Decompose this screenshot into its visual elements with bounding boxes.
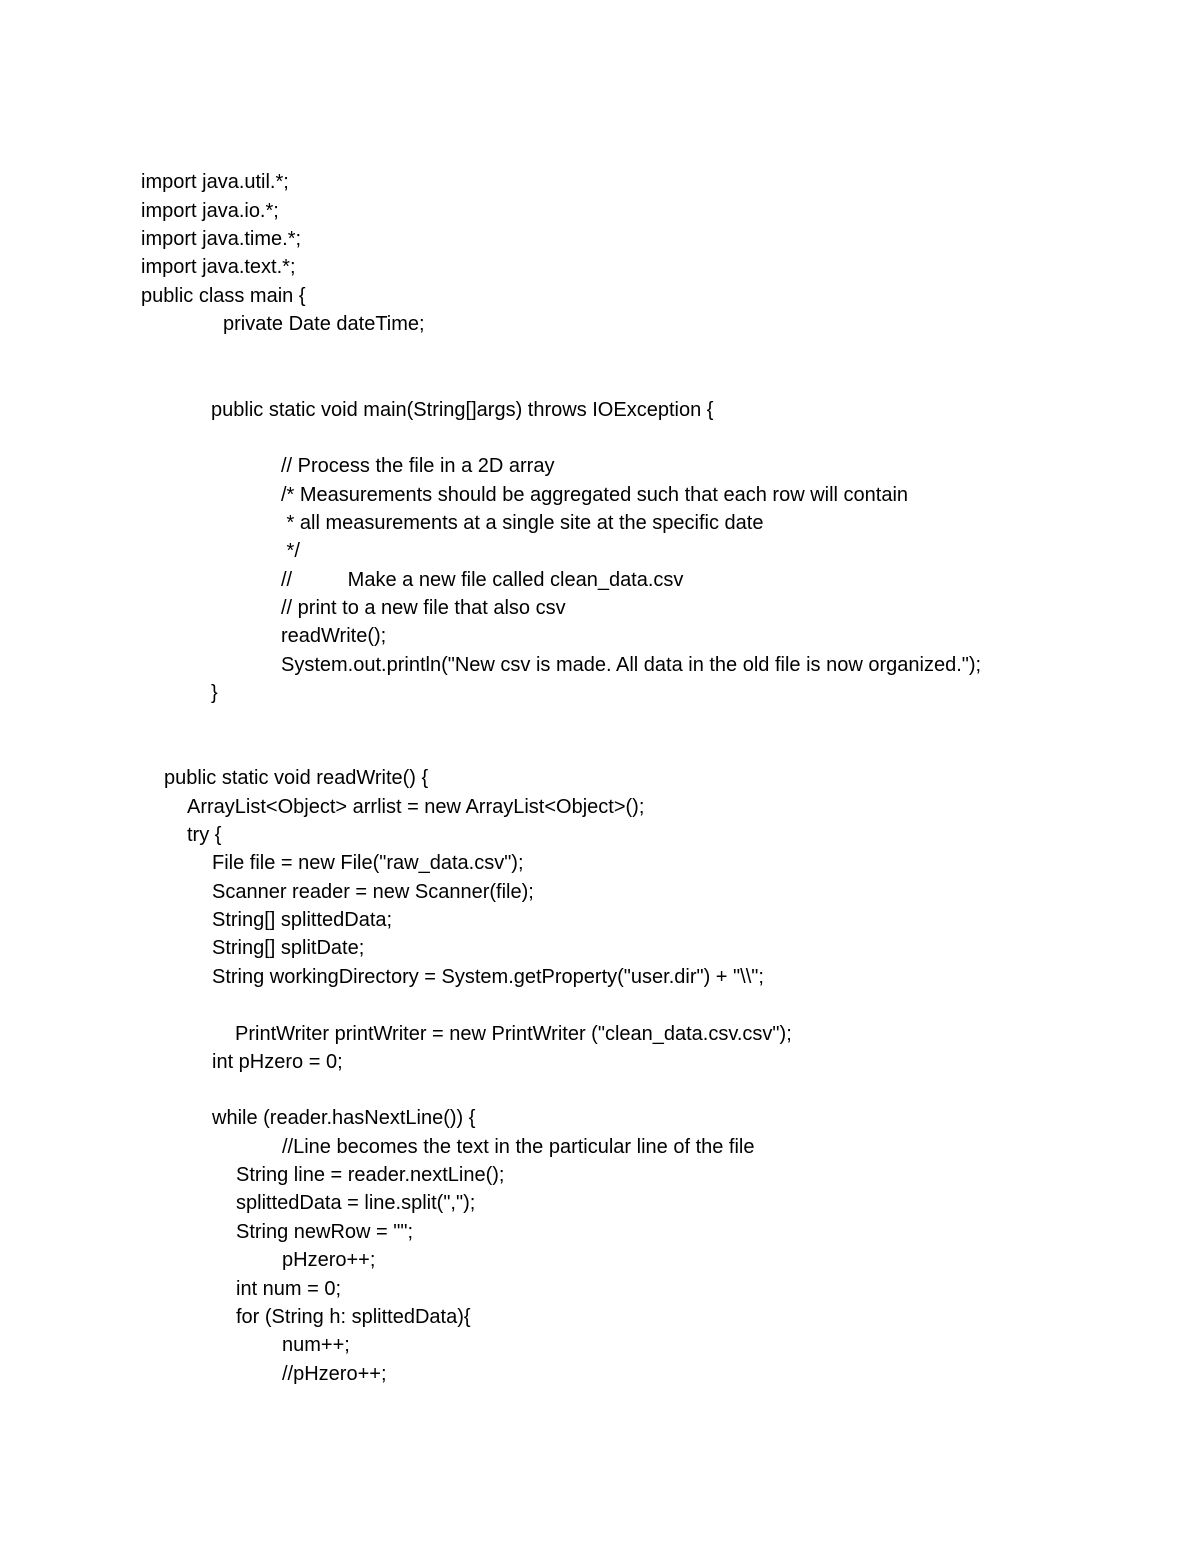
code-line: import java.text.*;: [141, 256, 296, 278]
code-line: String[] splittedData;: [212, 909, 393, 931]
code-line: public static void main(String[]args) throws IOException {: [211, 399, 714, 421]
code-line: int pHzero = 0;: [212, 1051, 343, 1073]
code-line: // Process the file in a 2D array: [281, 455, 555, 477]
code-line: // print to a new file that also csv: [281, 597, 566, 619]
code-line: */: [281, 540, 300, 562]
code-line: String line = reader.nextLine();: [236, 1164, 505, 1186]
code-line: int num = 0;: [236, 1278, 342, 1300]
code-line: readWrite();: [281, 625, 387, 647]
code-line: }: [211, 682, 218, 704]
code-line: String[] splitDate;: [212, 937, 365, 959]
code-line: while (reader.hasNextLine()) {: [212, 1107, 476, 1129]
code-line: import java.util.*;: [141, 171, 289, 193]
code-line: //Line becomes the text in the particular line of the file: [282, 1136, 755, 1158]
code-line: import java.time.*;: [141, 228, 302, 250]
code-line: PrintWriter printWriter = new PrintWriter ("clean_data.csv.csv");: [235, 1023, 792, 1045]
code-line: pHzero++;: [282, 1249, 376, 1271]
code-line: System.out.println("New csv is made. All data in the old file is now organized.");: [281, 654, 982, 676]
code-line: try {: [187, 824, 222, 846]
code-line: /* Measurements should be aggregated such that each row will contain: [281, 484, 909, 506]
code-line: File file = new File("raw_data.csv");: [212, 852, 524, 874]
code-line: Scanner reader = new Scanner(file);: [212, 881, 534, 903]
code-line: splittedData = line.split(",");: [236, 1192, 476, 1214]
code-line: * all measurements at a single site at the specific date: [281, 512, 764, 534]
code-line: //pHzero++;: [282, 1363, 387, 1385]
code-line: String workingDirectory = System.getProperty("user.dir") + "\\";: [212, 966, 764, 988]
code-line: private Date dateTime;: [223, 313, 425, 335]
code-line: public static void readWrite() {: [164, 767, 429, 789]
code-line: String newRow = "";: [236, 1221, 414, 1243]
code-line: ArrayList<Object> arrlist = new ArrayList<Object>();: [187, 796, 645, 818]
code-line: num++;: [282, 1334, 350, 1356]
code-line: import java.io.*;: [141, 200, 279, 222]
code-line: for (String h: splittedData){: [236, 1306, 471, 1328]
code-line: public class main {: [141, 285, 306, 307]
code-line: // Make a new file called clean_data.csv: [281, 569, 684, 591]
